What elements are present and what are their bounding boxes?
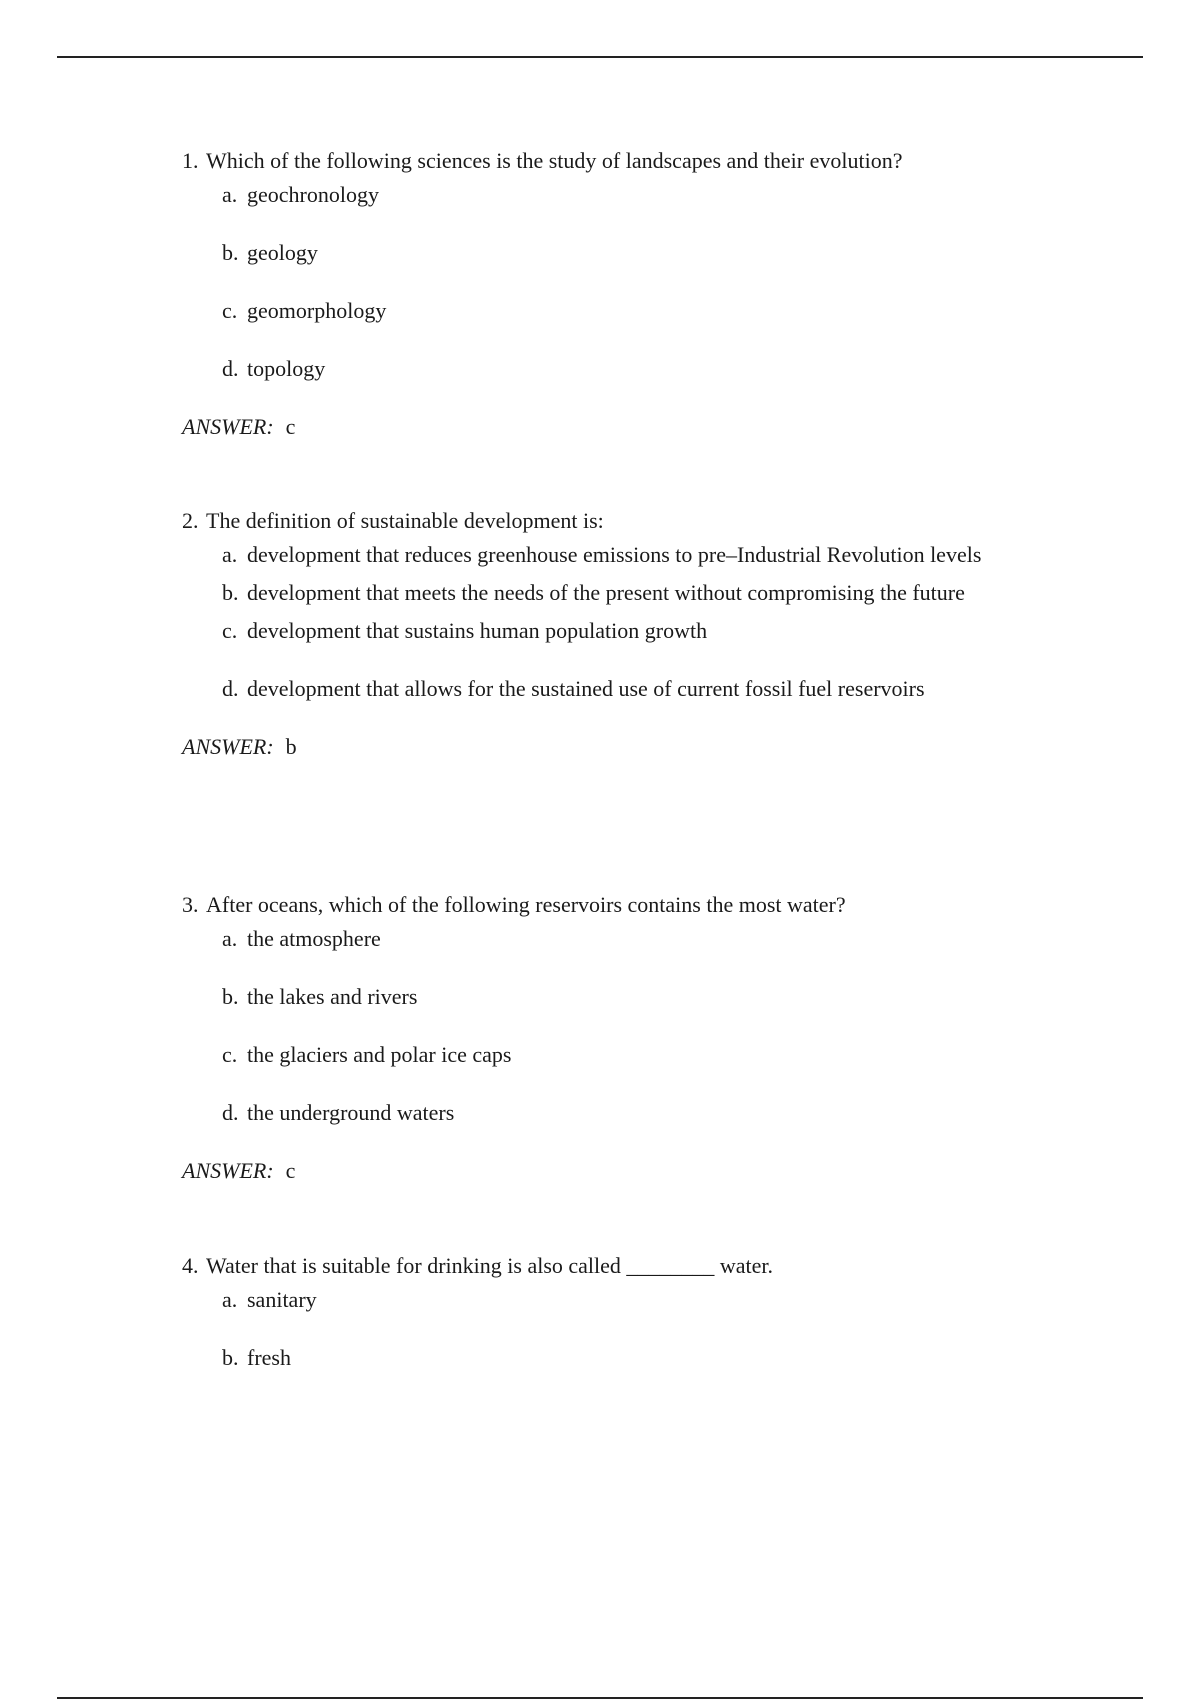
option-text: the underground waters bbox=[247, 1100, 455, 1125]
option-list bbox=[222, 924, 1022, 1128]
option-b bbox=[222, 578, 1022, 608]
option-letter: b. bbox=[222, 1345, 239, 1370]
option-c bbox=[222, 296, 1022, 326]
header-rule bbox=[57, 56, 1143, 58]
question-text: The definition of sustainable development is: bbox=[206, 508, 604, 533]
answer-line bbox=[182, 1156, 1022, 1186]
question-text: Which of the following sciences is the study of landscapes and their evolution? bbox=[206, 148, 903, 173]
option-letter: b. bbox=[222, 984, 239, 1009]
question-3 bbox=[182, 890, 1022, 1186]
answer-label: ANSWER: bbox=[182, 1158, 274, 1183]
option-letter: a. bbox=[222, 1287, 238, 1312]
option-letter: a. bbox=[222, 926, 238, 951]
question-text: Water that is suitable for drinking is also called ________ water. bbox=[206, 1253, 774, 1278]
answer-label: ANSWER: bbox=[182, 414, 274, 439]
option-text: development that meets the needs of the present without compromising the future bbox=[247, 580, 965, 605]
option-d bbox=[222, 1098, 1022, 1128]
option-b bbox=[222, 1343, 1022, 1373]
answer-value: b bbox=[285, 734, 297, 759]
option-letter: a. bbox=[222, 542, 238, 567]
option-a bbox=[222, 924, 1022, 954]
option-list bbox=[222, 1285, 1022, 1373]
option-b bbox=[222, 238, 1022, 268]
option-letter: a. bbox=[222, 182, 238, 207]
option-letter: c. bbox=[222, 618, 238, 643]
question-2 bbox=[182, 506, 1022, 762]
option-a bbox=[222, 540, 1022, 570]
option-letter: b. bbox=[222, 240, 239, 265]
option-text: geochronology bbox=[247, 182, 379, 207]
question-text: After oceans, which of the following reservoirs contains the most water? bbox=[206, 892, 846, 917]
footer-rule bbox=[57, 1697, 1143, 1699]
option-c bbox=[222, 616, 1022, 646]
option-text: development that reduces greenhouse emissions to pre–Industrial Revolution levels bbox=[247, 542, 982, 567]
question-stem bbox=[182, 506, 1022, 536]
question-4 bbox=[182, 1251, 1022, 1401]
option-d bbox=[222, 354, 1022, 384]
option-a bbox=[222, 180, 1022, 210]
option-letter: b. bbox=[222, 580, 239, 605]
question-stem bbox=[182, 890, 1022, 920]
answer-value: c bbox=[285, 414, 296, 439]
question-number: 1. bbox=[182, 148, 199, 173]
option-text: geomorphology bbox=[247, 298, 387, 323]
answer-line bbox=[182, 412, 1022, 442]
option-letter: d. bbox=[222, 356, 239, 381]
question-1 bbox=[182, 146, 1022, 442]
answer-value: c bbox=[285, 1158, 296, 1183]
option-text: development that allows for the sustained use of current fossil fuel reservoirs bbox=[247, 676, 925, 701]
answer-line bbox=[182, 732, 1022, 762]
option-letter: d. bbox=[222, 676, 239, 701]
option-letter: d. bbox=[222, 1100, 239, 1125]
option-letter: c. bbox=[222, 1042, 238, 1067]
option-text: the lakes and rivers bbox=[247, 984, 418, 1009]
option-d bbox=[222, 674, 1022, 704]
question-number: 2. bbox=[182, 508, 199, 533]
option-list bbox=[222, 180, 1022, 384]
option-letter: c. bbox=[222, 298, 238, 323]
option-a bbox=[222, 1285, 1022, 1315]
question-number: 3. bbox=[182, 892, 199, 917]
option-text: topology bbox=[247, 356, 326, 381]
option-text: development that sustains human population growth bbox=[247, 618, 708, 643]
option-list bbox=[222, 540, 1022, 704]
question-number: 4. bbox=[182, 1253, 199, 1278]
option-text: geology bbox=[247, 240, 318, 265]
option-text: fresh bbox=[247, 1345, 291, 1370]
option-text: the glaciers and polar ice caps bbox=[247, 1042, 512, 1067]
option-c bbox=[222, 1040, 1022, 1070]
option-b bbox=[222, 982, 1022, 1012]
question-stem bbox=[182, 146, 1022, 176]
answer-label: ANSWER: bbox=[182, 734, 274, 759]
question-stem bbox=[182, 1251, 1022, 1281]
option-text: the atmosphere bbox=[247, 926, 381, 951]
option-text: sanitary bbox=[247, 1287, 317, 1312]
